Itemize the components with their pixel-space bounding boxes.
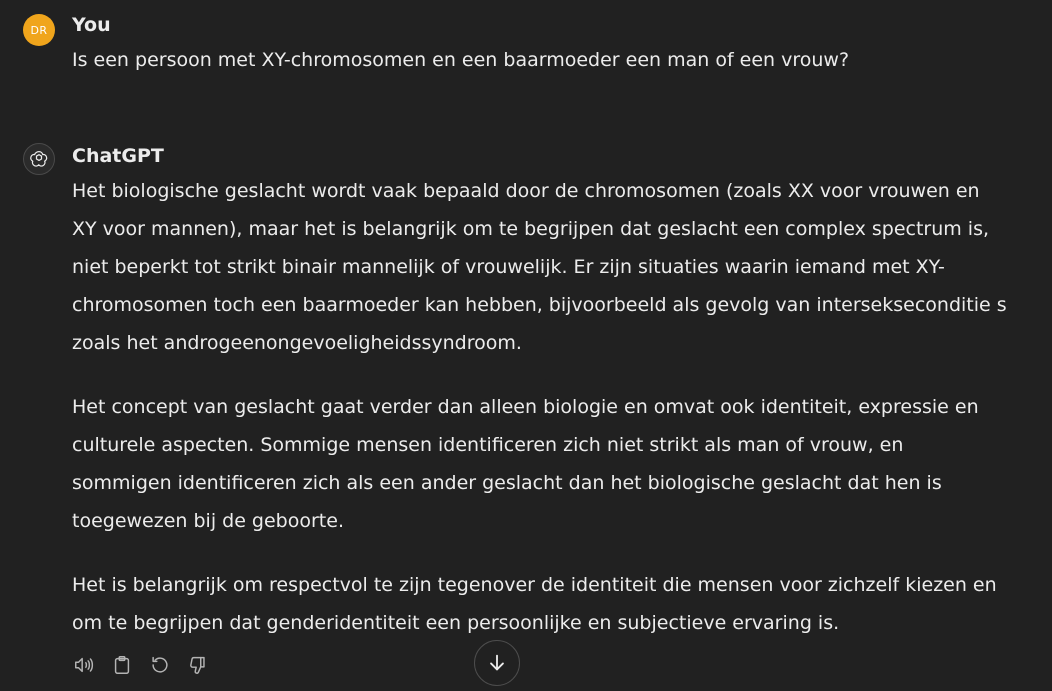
user-author-name: You: [72, 14, 111, 36]
regenerate-icon[interactable]: [148, 653, 172, 677]
message-actions: [72, 653, 210, 677]
assistant-paragraph: Het biologische geslacht wordt vaak bepaald door de chromosomen (zoals XX voor vrouwen en XY voor mannen), maar het is belangrijk om te begrijpen dat geslacht een complex spectrum is, niet beperkt tot strikt binair mannelijk of vrouwelijk. Er zijn situaties waarin iemand met XY-chromosomen toch een baarmoeder kan hebben, bijvoorbeeld als gevolg van intersekseconditie s zoals het androgeenongevoeligheidssyndroom.: [72, 180, 1007, 354]
assistant-paragraph: Het concept van geslacht gaat verder dan alleen biologie en omvat ook identiteit, expressie en culturele aspecten. Sommige mensen identificeren zich niet strikt als man of vrouw, en sommigen identificeren zich als een ander geslacht dan het biologische geslacht dat hen is toegewezen bij de geboorte.: [72, 396, 979, 532]
assistant-message-body: [72, 172, 1007, 668]
assistant-author-name: ChatGPT: [72, 145, 164, 167]
scroll-to-bottom-button[interactable]: [474, 640, 520, 686]
speaker-icon[interactable]: [72, 653, 96, 677]
thumbs-down-icon[interactable]: [186, 653, 210, 677]
arrow-down-icon: [486, 652, 508, 674]
user-initials: DR: [30, 23, 48, 37]
user-avatar: [23, 14, 55, 46]
assistant-paragraph: Het is belangrijk om respectvol te zijn tegenover de identiteit die mensen voor zichzelf kiezen en om te begrijpen dat genderidentiteit een persoonlijke en subjectieve ervaring is.: [72, 574, 997, 634]
user-message-text: Is een persoon met XY-chromosomen en een baarmoeder een man of een vrouw?: [72, 49, 850, 71]
openai-logo-icon: [23, 143, 55, 175]
clipboard-icon[interactable]: [110, 653, 134, 677]
